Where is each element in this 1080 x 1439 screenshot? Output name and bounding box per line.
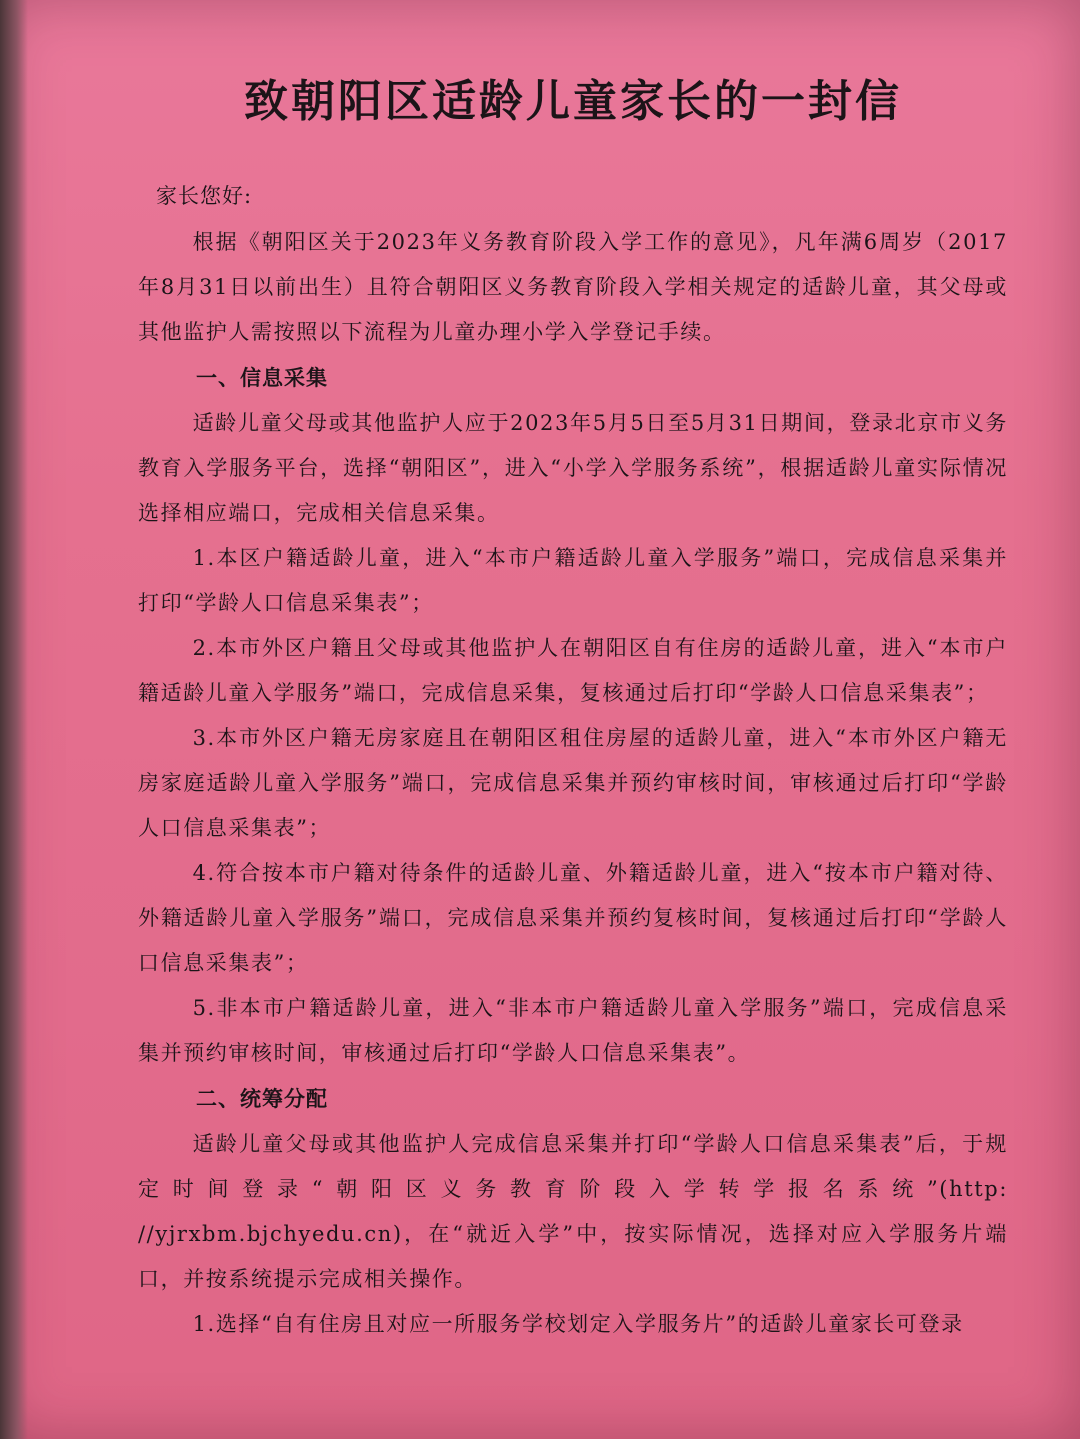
section1-item-4: 4.符合按本市户籍对待条件的适龄儿童、外籍适龄儿童，进入“按本市户籍对待、外籍适龄儿童入学服务”端口，完成信息采集并预约复核时间，复核通过后打印“学龄人口信息采集表”； [138,861,1008,975]
section2-body-paragraph: 适龄儿童父母或其他监护人完成信息采集并打印“学龄人口信息采集表”后，于规定时间登录“朝阳区义务教育阶段入学转学报名系统”(http: //yjrxbm.bjchyedu.cn)，在“就近入学”中，按实际情况，选择对应入学服务片端口，并按系统提示完成相关操作。 [138,1132,1008,1291]
letter-document [138,60,1008,1347]
section1-item-5: 5.非本市户籍适龄儿童，进入“非本市户籍适龄儿童入学服务”端口，完成信息采集并预约审核时间，审核通过后打印“学龄人口信息采集表”。 [138,996,1008,1065]
section1-item-3: 3.本市外区户籍无房家庭且在朝阳区租住房屋的适龄儿童，进入“本市外区户籍无房家庭适龄儿童入学服务”端口，完成信息采集并预约审核时间，审核通过后打印“学龄人口信息采集表”； [138,726,1008,840]
section1-item-1: 1.本区户籍适龄儿童，进入“本市户籍适龄儿童入学服务”端口，完成信息采集并打印“学龄人口信息采集表”； [138,546,1008,615]
letter-greeting: 家长您好: [156,184,253,208]
letter-title: 致朝阳区适龄儿童家长的一封信 [244,76,902,127]
section1-item-2: 2.本市外区户籍且父母或其他监护人在朝阳区自有住房的适龄儿童，进入“本市户籍适龄儿童入学服务”端口，完成信息采集，复核通过后打印“学龄人口信息采集表”； [138,636,1008,705]
section2-item-1: 1.选择“自有住房且对应一所服务学校划定入学服务片”的适龄儿童家长可登录 [192,1312,964,1336]
section-heading-info-collection: 一、信息采集 [196,366,328,390]
section1-body-paragraph: 适龄儿童父母或其他监护人应于2023年5月5日至5月31日期间，登录北京市义务教育入学服务平台，选择“朝阳区”，进入“小学入学服务系统”，根据适龄儿童实际情况选择相应端口，完成相关信息采集。 [138,411,1008,525]
section-heading-allocation: 二、统筹分配 [196,1087,328,1111]
intro-paragraph: 根据《朝阳区关于2023年义务教育阶段入学工作的意见》，凡年满6周岁（2017年8月31日以前出生）且符合朝阳区义务教育阶段入学相关规定的适龄儿童，其父母或其他监护人需按照以下流程为儿童办理小学入学登记手续。 [138,230,1008,344]
table-edge-shadow [0,0,28,1439]
